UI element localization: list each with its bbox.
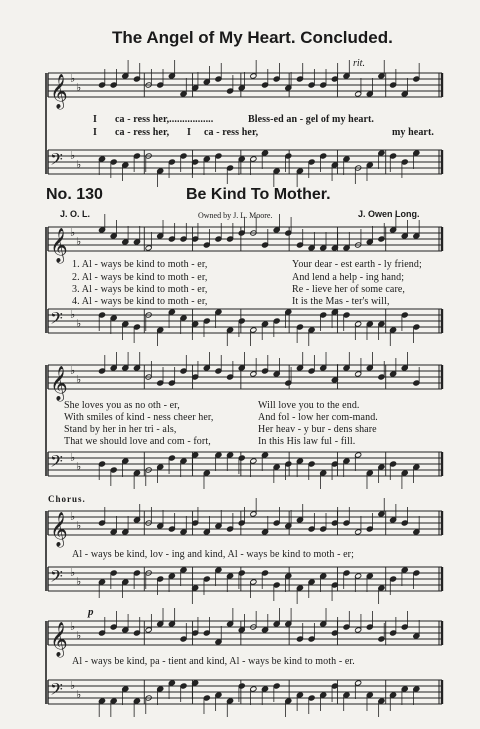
- verse-2-part-1-right: And lend a help - ing hand;: [292, 272, 405, 283]
- bass-clef: 𝄢: [50, 679, 63, 703]
- flat-sign: ♭: [76, 373, 82, 386]
- flat-sign: ♭: [70, 308, 76, 321]
- hymn-title: Be Kind To Mother.: [186, 186, 331, 203]
- flat-sign: ♭: [76, 629, 82, 642]
- verse-3-part-1-left: 3. Al - ways be kind to moth - er,: [72, 284, 208, 295]
- angel-lyric-2c: I: [187, 127, 191, 138]
- verse-2-part-2-left: With smiles of kind - ness cheer her,: [64, 412, 214, 423]
- treble-clef: 𝄞: [50, 74, 68, 109]
- verse-3-part-1-right: Re - lieve her of some care,: [292, 284, 406, 295]
- verse-3-part-2-left: Stand by her in her tri - als,: [64, 424, 177, 435]
- hymn-number: No. 130: [46, 186, 103, 203]
- author-credit: J. O. L.: [60, 209, 91, 219]
- flat-sign: ♭: [70, 364, 76, 377]
- flat-sign: ♭: [76, 460, 82, 473]
- flat-sign: ♭: [76, 519, 82, 532]
- flat-sign: ♭: [70, 510, 76, 523]
- owner-credit: Owned by J. L. Moore.: [198, 211, 273, 220]
- treble-clef: 𝄞: [50, 366, 68, 401]
- angel-lyric-1b: ca - ress her,.................: [115, 114, 214, 125]
- verse-4-part-1-right: It is the Mas - ter's will,: [292, 296, 390, 307]
- flat-sign: ♭: [76, 575, 82, 588]
- dynamic-mark: p: [88, 606, 94, 618]
- angel-lyric-1a: I: [93, 114, 97, 125]
- flat-sign: ♭: [70, 566, 76, 579]
- flat-sign: ♭: [76, 317, 82, 330]
- flat-sign: ♭: [76, 81, 82, 94]
- flat-sign: ♭: [70, 451, 76, 464]
- verse-1-part-2-left: She loves you as no oth - er,: [64, 400, 180, 411]
- verse-4-part-2-left: That we should love and com - fort,: [64, 436, 211, 447]
- chorus-line-2: Al - ways be kind, pa - tient and kind, Al - ways be kind to moth - er.: [72, 656, 355, 667]
- treble-clef: 𝄞: [50, 512, 68, 547]
- verse-4-part-1-left: 4. Al - ways be kind to moth - er,: [72, 296, 208, 307]
- flat-sign: ♭: [76, 158, 82, 171]
- flat-sign: ♭: [76, 688, 82, 701]
- verse-3-part-2-right: Her heav - y bur - dens share: [258, 424, 377, 435]
- verse-4-part-2-right: In this His law ful - fill.: [258, 436, 356, 447]
- bass-clef: 𝄢: [50, 308, 63, 332]
- verse-2-part-2-right: And fol - low her com-mand.: [258, 412, 378, 423]
- flat-sign: ♭: [70, 72, 76, 85]
- angel-lyric-2a: I: [93, 127, 97, 138]
- chorus-line-1: Al - ways be kind, lov - ing and kind, Al - ways be kind to moth - er;: [72, 549, 354, 560]
- chorus-label: Chorus.: [48, 494, 86, 504]
- bass-clef: 𝄢: [50, 451, 63, 475]
- verse-2-part-1-left: 2. Al - ways be kind to moth - er,: [72, 272, 208, 283]
- verse-1-part-2-right: Will love you to the end.: [258, 400, 360, 411]
- bass-clef: 𝄢: [50, 149, 63, 173]
- flat-sign: ♭: [70, 149, 76, 162]
- flat-sign: ♭: [76, 235, 82, 248]
- bass-clef: 𝄢: [50, 566, 63, 590]
- verse-1-part-1-left: 1. Al - ways be kind to moth - er,: [72, 259, 208, 270]
- treble-clef: 𝄞: [50, 228, 68, 263]
- composer-credit: J. Owen Long.: [358, 209, 420, 219]
- angel-lyric-1c: Bless-ed an - gel of my heart.: [248, 114, 375, 125]
- verse-1-part-1-right: Your dear - est earth - ly friend;: [292, 259, 422, 270]
- flat-sign: ♭: [70, 620, 76, 633]
- treble-clef: 𝄞: [50, 622, 68, 657]
- page-title: The Angel of My Heart. Concluded.: [112, 28, 393, 47]
- angel-lyric-2b: ca - ress her,: [115, 127, 170, 138]
- flat-sign: ♭: [70, 226, 76, 239]
- ritardando-mark: rit.: [353, 58, 365, 69]
- flat-sign: ♭: [70, 679, 76, 692]
- angel-lyric-2d: ca - ress her,: [204, 127, 259, 138]
- angel-lyric-2e: my heart.: [392, 127, 434, 138]
